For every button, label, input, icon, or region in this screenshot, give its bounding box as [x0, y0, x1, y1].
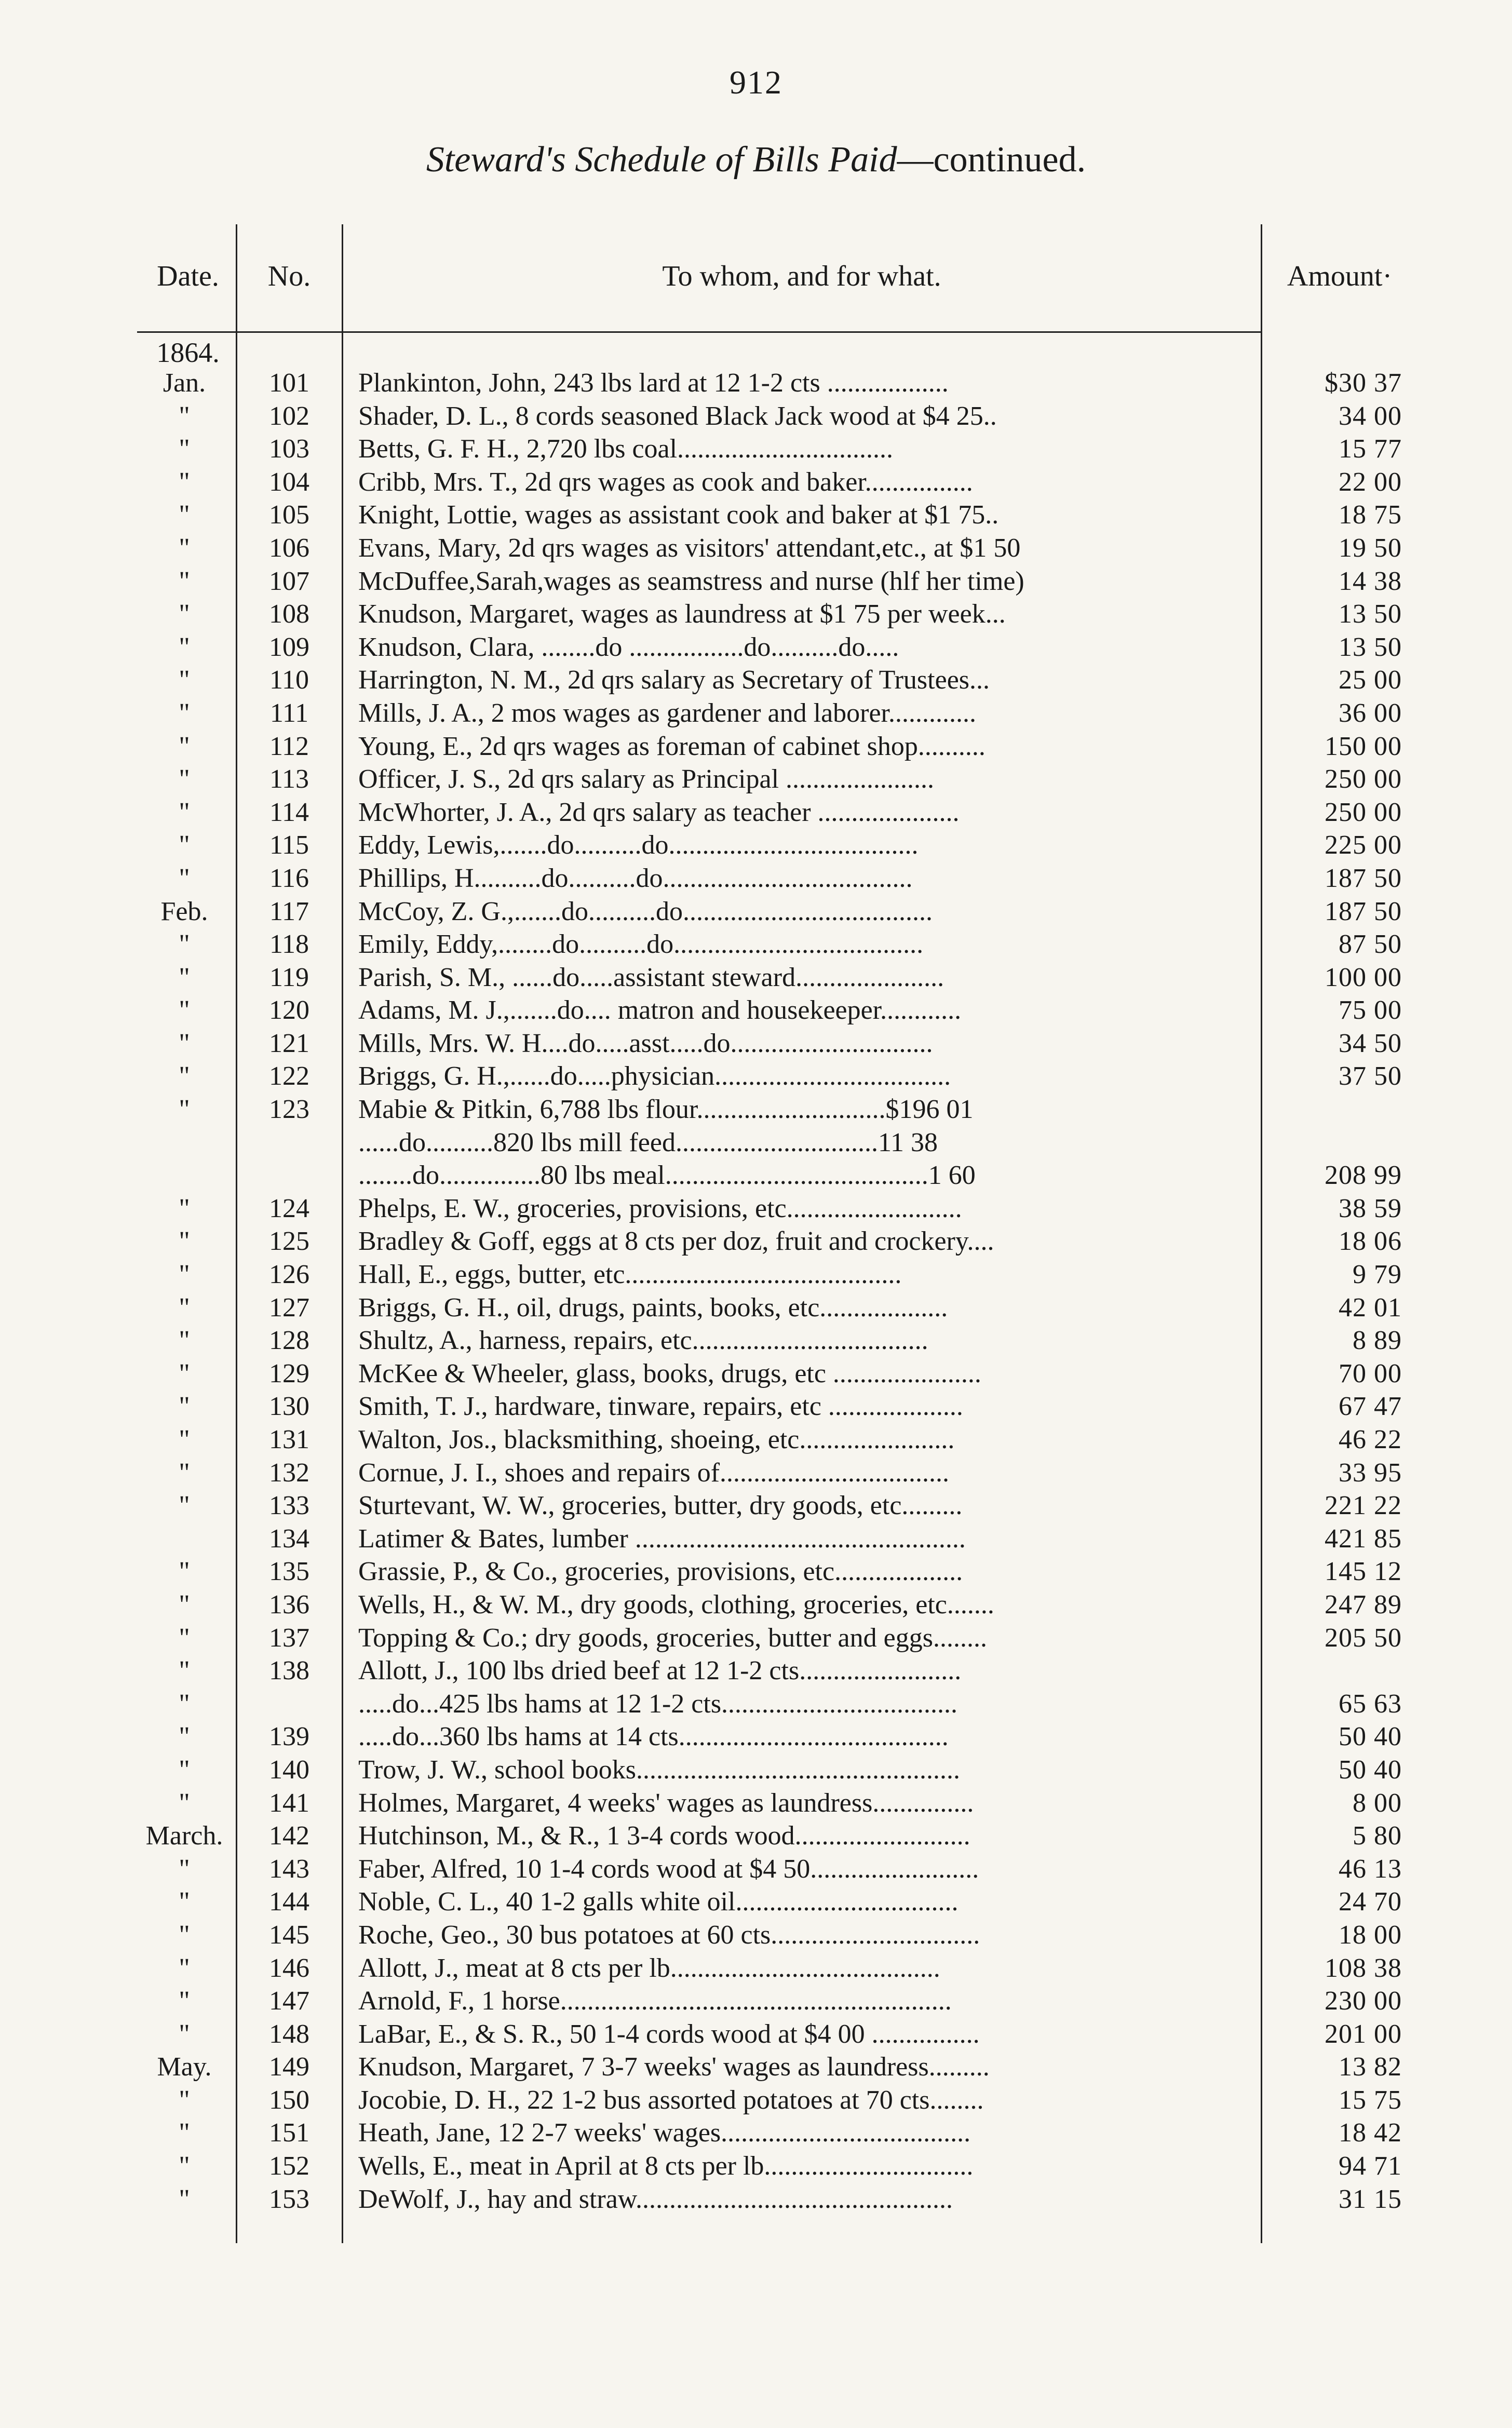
row-number: 135: [269, 1557, 309, 1587]
row-date: ": [179, 665, 190, 695]
row-number: 116: [269, 863, 309, 893]
row-description: Jocobie, D. H., 22 1-2 bus assorted potatoes at 70 cts........: [358, 2085, 984, 2115]
row-number: 101: [269, 368, 309, 398]
row-amount: 38 59: [1339, 1193, 1402, 1223]
row-date: ": [179, 1392, 190, 1422]
table-row: [0, 2150, 1512, 2183]
row-amount: 187 50: [1325, 896, 1402, 926]
row-description: Grassie, P., & Co., groceries, provisions, etc...................: [358, 1557, 963, 1587]
row-date: ": [179, 2019, 190, 2049]
header-whom: To whom, and for what.: [662, 260, 941, 292]
row-date: ": [179, 962, 190, 992]
row-number: 118: [269, 929, 309, 960]
row-description: ........do...............80 lbs meal.......................................1 60: [358, 1161, 976, 1191]
row-amount: 8 89: [1353, 1326, 1402, 1356]
row-description: Knudson, Margaret, wages as laundress at $1 75 per week...: [358, 599, 1006, 629]
row-amount: 70 00: [1339, 1358, 1402, 1388]
table-row: [0, 1423, 1512, 1456]
row-amount: 108 38: [1325, 1953, 1402, 1983]
row-amount: 50 40: [1339, 1722, 1402, 1752]
row-date: ": [179, 2085, 190, 2115]
row-amount: 33 95: [1339, 1458, 1402, 1488]
row-date: ": [179, 1458, 190, 1488]
table-row: [0, 1456, 1512, 1490]
row-amount: 19 50: [1339, 533, 1402, 563]
row-number: 142: [269, 1821, 309, 1851]
row-description: Knight, Lottie, wages as assistant cook and baker at $1 75..: [358, 500, 999, 530]
row-amount: 5 80: [1353, 1821, 1402, 1851]
row-description: Heath, Jane, 12 2-7 weeks' wages.....................................: [358, 2118, 971, 2148]
row-description: McCoy, Z. G.,.......do..........do.....................................: [358, 896, 933, 926]
table-row: [0, 763, 1512, 796]
title-italic: Steward's Schedule of Bills Paid: [426, 140, 897, 180]
row-number: 125: [269, 1226, 309, 1257]
row-description: Topping & Co.; dry goods, groceries, butter and eggs........: [358, 1623, 987, 1653]
row-date: ": [179, 1491, 190, 1521]
row-date: ": [179, 1095, 190, 1125]
row-description: Cribb, Mrs. T., 2d qrs wages as cook and baker................: [358, 467, 973, 497]
row-description: Emily, Eddy,........do..........do.....................................: [358, 929, 924, 960]
row-date: ": [179, 1656, 190, 1686]
table-row: [0, 1093, 1512, 1126]
table-row: [0, 2084, 1512, 2117]
row-date: ": [179, 533, 190, 563]
row-number: 152: [269, 2151, 309, 2181]
row-amount: 14 38: [1339, 566, 1402, 596]
row-date: ": [179, 1226, 190, 1257]
table-row: [0, 829, 1512, 862]
row-amount: 67 47: [1339, 1392, 1402, 1422]
row-number: 112: [269, 731, 309, 761]
row-amount: 225 00: [1325, 830, 1402, 860]
row-description: McWhorter, J. A., 2d qrs salary as teacher .....................: [358, 797, 960, 827]
table-row: [0, 1192, 1512, 1225]
table-row: [0, 796, 1512, 829]
page-title: [0, 139, 1512, 181]
row-number: 105: [269, 500, 309, 530]
row-date: ": [179, 1193, 190, 1223]
row-amount: 46 13: [1339, 1854, 1402, 1884]
row-description: LaBar, E., & S. R., 50 1-4 cords wood at $4 00 ................: [358, 2019, 980, 2049]
table-row: [0, 1390, 1512, 1423]
row-description: Parish, S. M., ......do.....assistant steward......................: [358, 962, 944, 992]
row-date: May.: [157, 2052, 212, 2082]
table-row: [0, 1225, 1512, 1258]
row-date: ": [179, 1722, 190, 1752]
row-number: 129: [269, 1358, 309, 1388]
table-row: [0, 1787, 1512, 1820]
table-row: [0, 498, 1512, 532]
table-row: [0, 928, 1512, 961]
table-row: [0, 2018, 1512, 2051]
table-row: [0, 862, 1512, 895]
row-number: 126: [269, 1260, 309, 1290]
table-row: [0, 961, 1512, 994]
row-amount: 18 06: [1339, 1226, 1402, 1257]
row-date: ": [179, 1061, 190, 1091]
row-description: Young, E., 2d qrs wages as foreman of cabinet shop..........: [358, 731, 986, 761]
row-number: 148: [269, 2019, 309, 2049]
row-date: ": [179, 1788, 190, 1818]
row-amount: 18 00: [1339, 1920, 1402, 1950]
row-amount: 201 00: [1325, 2019, 1402, 2049]
row-description: Betts, G. F. H., 2,720 lbs coal................................: [358, 434, 894, 464]
row-date: ": [179, 1623, 190, 1653]
row-date: ": [179, 929, 190, 960]
table-row: [0, 466, 1512, 499]
row-description: Evans, Mary, 2d qrs wages as visitors' attendant,etc., at $1 50: [358, 533, 1021, 563]
row-date: Jan.: [163, 368, 206, 398]
row-number: 117: [269, 896, 309, 926]
row-number: 103: [269, 434, 309, 464]
row-amount: 34 50: [1339, 1028, 1402, 1058]
row-description: Wells, E., meat in April at 8 cts per lb...............................: [358, 2151, 974, 2181]
row-description: Smith, T. J., hardware, tinware, repairs, etc ....................: [358, 1392, 963, 1422]
row-date: ": [179, 401, 190, 431]
row-description: McKee & Wheeler, glass, books, drugs, etc ......................: [358, 1358, 981, 1388]
row-description: Knudson, Clara, ........do .................do..........do.....: [358, 632, 899, 662]
row-description: Noble, C. L., 40 1-2 galls white oil.................................: [358, 1887, 959, 1917]
row-amount: 13 82: [1339, 2052, 1402, 2082]
row-description: .....do...425 lbs hams at 12 1-2 cts...................................: [358, 1689, 958, 1719]
row-amount: 9 79: [1353, 1260, 1402, 1290]
row-number: 104: [269, 467, 309, 497]
row-description: Knudson, Margaret, 7 3-7 weeks' wages as laundress.........: [358, 2052, 990, 2082]
row-number: 108: [269, 599, 309, 629]
row-description: Holmes, Margaret, 4 weeks' wages as laundress...............: [358, 1788, 974, 1818]
ledger-table: [0, 367, 1512, 2216]
table-row: [0, 1819, 1512, 1853]
table-row: [0, 433, 1512, 466]
row-number: 139: [269, 1722, 309, 1752]
table-row: [0, 1622, 1512, 1655]
row-date: ": [179, 1292, 190, 1323]
row-date: ": [179, 1755, 190, 1785]
row-amount: 205 50: [1325, 1623, 1402, 1653]
table-row: [0, 1522, 1512, 1556]
table-row: [0, 2051, 1512, 2084]
table-row: [0, 1159, 1512, 1192]
row-number: 150: [269, 2085, 309, 2115]
row-amount: 24 70: [1339, 1887, 1402, 1917]
row-amount: 46 22: [1339, 1425, 1402, 1454]
row-date: ": [179, 1589, 190, 1620]
row-date: ": [179, 1028, 190, 1058]
header-no: No.: [267, 260, 311, 292]
row-description: Phelps, E. W., groceries, provisions, etc..........................: [358, 1193, 962, 1223]
row-date: ": [179, 467, 190, 497]
title-rest: —continued.: [897, 140, 1086, 180]
table-row: [0, 1853, 1512, 1886]
row-date: ": [179, 2184, 190, 2214]
table-row: [0, 1654, 1512, 1688]
row-amount: 230 00: [1325, 1986, 1402, 2016]
row-date: ": [179, 632, 190, 662]
table-row: [0, 1027, 1512, 1060]
row-date: ": [179, 1920, 190, 1950]
row-description: Shultz, A., harness, repairs, etc...................................: [358, 1326, 928, 1356]
row-amount: 421 85: [1325, 1523, 1402, 1554]
table-row: [0, 1126, 1512, 1159]
row-description: ......do..........820 lbs mill feed..............................11 38: [358, 1127, 938, 1157]
row-date: March.: [145, 1821, 223, 1851]
page-number: 912: [730, 64, 782, 101]
row-number: 120: [269, 995, 309, 1026]
table-row: [0, 2116, 1512, 2150]
row-amount: 94 71: [1339, 2151, 1402, 2181]
row-description: Briggs, G. H.,......do.....physician...................................: [358, 1061, 951, 1091]
row-number: 121: [269, 1028, 309, 1058]
table-row: [0, 1588, 1512, 1622]
row-number: 109: [269, 632, 309, 662]
row-date: ": [179, 1953, 190, 1983]
row-amount: 18 75: [1339, 500, 1402, 530]
row-description: Trow, J. W., school books................................................: [358, 1755, 961, 1785]
row-date: ": [179, 2118, 190, 2148]
row-date: ": [179, 2151, 190, 2181]
row-amount: 8 00: [1353, 1788, 1402, 1818]
row-amount: 37 50: [1339, 1061, 1402, 1091]
row-amount: 65 63: [1339, 1689, 1402, 1719]
table-row: [0, 1357, 1512, 1391]
row-date: ": [179, 1557, 190, 1587]
row-amount: 31 15: [1339, 2184, 1402, 2214]
row-date: ": [179, 830, 190, 860]
row-number: 141: [269, 1788, 309, 1818]
row-description: Eddy, Lewis,.......do..........do.....................................: [358, 830, 919, 860]
table-row: [0, 1952, 1512, 1985]
row-description: McDuffee,Sarah,wages as seamstress and nurse (hlf her time): [358, 566, 1024, 596]
row-description: Plankinton, John, 243 lbs lard at 12 1-2 cts ..................: [358, 368, 949, 398]
row-date: Feb.: [160, 896, 208, 926]
header-date: Date.: [157, 260, 219, 292]
row-number: 145: [269, 1920, 309, 1950]
row-description: Adams, M. J.,.......do.... matron and housekeeper............: [358, 995, 962, 1026]
row-description: Phillips, H..........do..........do.....................................: [358, 863, 913, 893]
row-amount: 208 99: [1325, 1161, 1402, 1191]
row-number: 113: [269, 764, 309, 794]
table-row: [0, 1688, 1512, 1721]
table-row: [0, 664, 1512, 697]
row-date: ": [179, 995, 190, 1026]
row-number: 127: [269, 1292, 309, 1323]
row-description: Sturtevant, W. W., groceries, butter, dry goods, etc.........: [358, 1491, 963, 1521]
row-description: Shader, D. L., 8 cords seasoned Black Jack wood at $4 25..: [358, 401, 997, 431]
row-amount: 34 00: [1339, 401, 1402, 431]
row-amount: 13 50: [1339, 599, 1402, 629]
row-amount: 87 50: [1339, 929, 1402, 960]
header-amount: Amount·: [1287, 260, 1393, 292]
header-rule: [137, 331, 1261, 333]
row-number: 123: [269, 1095, 309, 1125]
table-row: [0, 400, 1512, 433]
row-description: Mills, Mrs. W. H....do.....asst.....do..............................: [358, 1028, 933, 1058]
row-amount: 250 00: [1325, 797, 1402, 827]
table-row: [0, 895, 1512, 928]
table-row: [0, 367, 1512, 400]
row-number: 110: [269, 665, 309, 695]
row-number: 134: [269, 1523, 309, 1554]
table-row: [0, 1291, 1512, 1325]
row-number: 107: [269, 566, 309, 596]
row-description: Mabie & Pitkin, 6,788 lbs flour............................$196 01: [358, 1095, 974, 1125]
row-description: Arnold, F., 1 horse..........................................................: [358, 1986, 952, 2016]
row-number: 137: [269, 1623, 309, 1653]
row-date: ": [179, 731, 190, 761]
row-description: Briggs, G. H., oil, drugs, paints, books, etc...................: [358, 1292, 948, 1323]
row-amount: 145 12: [1325, 1557, 1402, 1587]
table-row: [0, 532, 1512, 565]
table-row: [0, 994, 1512, 1027]
table-row: [0, 631, 1512, 664]
row-number: 140: [269, 1755, 309, 1785]
row-number: 146: [269, 1953, 309, 1983]
row-description: Hall, E., eggs, butter, etc.........................................: [358, 1260, 902, 1290]
row-description: Cornue, J. I., shoes and repairs of..................................: [358, 1458, 950, 1488]
row-amount: 36 00: [1339, 698, 1402, 728]
row-number: 111: [269, 698, 309, 728]
row-number: 136: [269, 1589, 309, 1620]
row-description: Roche, Geo., 30 bus potatoes at 60 cts...............................: [358, 1920, 980, 1950]
row-amount: 150 00: [1325, 731, 1402, 761]
row-number: 122: [269, 1061, 309, 1091]
row-description: Bradley & Goff, eggs at 8 cts per doz, fruit and crockery....: [358, 1226, 994, 1257]
row-number: 153: [269, 2184, 309, 2214]
row-amount: 13 50: [1339, 632, 1402, 662]
table-row: [0, 697, 1512, 730]
row-description: DeWolf, J., hay and straw...............................................: [358, 2184, 953, 2214]
row-amount: $30 37: [1325, 368, 1402, 398]
row-amount: 100 00: [1325, 962, 1402, 992]
row-amount: 250 00: [1325, 764, 1402, 794]
row-number: 132: [269, 1458, 309, 1488]
table-row: [0, 730, 1512, 763]
table-row: [0, 598, 1512, 631]
row-date: ": [179, 566, 190, 596]
table-row: [0, 1753, 1512, 1787]
row-date: ": [179, 1689, 190, 1719]
row-number: 131: [269, 1425, 309, 1454]
row-amount: 187 50: [1325, 863, 1402, 893]
row-amount: 15 77: [1339, 434, 1402, 464]
row-number: 106: [269, 533, 309, 563]
table-row: [0, 565, 1512, 598]
table-row: [0, 1555, 1512, 1588]
row-description: Walton, Jos., blacksmithing, shoeing, etc.......................: [358, 1425, 955, 1454]
table-row: [0, 1324, 1512, 1357]
row-date: ": [179, 1986, 190, 2016]
row-date: ": [179, 698, 190, 728]
row-amount: 247 89: [1325, 1589, 1402, 1620]
row-date: ": [179, 1854, 190, 1884]
row-number: 149: [269, 2052, 309, 2082]
row-date: ": [179, 1358, 190, 1388]
row-amount: 25 00: [1339, 665, 1402, 695]
row-number: 130: [269, 1392, 309, 1422]
row-description: Officer, J. S., 2d qrs salary as Principal ......................: [358, 764, 935, 794]
row-description: Harrington, N. M., 2d qrs salary as Secretary of Trustees...: [358, 665, 990, 695]
row-number: 133: [269, 1491, 309, 1521]
row-date: ": [179, 764, 190, 794]
table-row: [0, 1489, 1512, 1522]
row-amount: 75 00: [1339, 995, 1402, 1026]
row-description: Mills, J. A., 2 mos wages as gardener and laborer.............: [358, 698, 977, 728]
row-amount: 15 75: [1339, 2085, 1402, 2115]
row-description: Latimer & Bates, lumber .................................................: [358, 1523, 966, 1554]
row-date: ": [179, 599, 190, 629]
row-amount: 221 22: [1325, 1491, 1402, 1521]
row-description: Wells, H., & W. M., dry goods, clothing, groceries, etc.......: [358, 1589, 994, 1620]
row-number: 102: [269, 401, 309, 431]
row-amount: 42 01: [1339, 1292, 1402, 1323]
table-row: [0, 1720, 1512, 1753]
row-number: 138: [269, 1656, 309, 1686]
row-description: Allott, J., 100 lbs dried beef at 12 1-2 cts........................: [358, 1656, 962, 1686]
row-date: ": [179, 500, 190, 530]
row-description: Hutchinson, M., & R., 1 3-4 cords wood..........................: [358, 1821, 970, 1851]
row-number: 115: [269, 830, 309, 860]
table-row: [0, 2183, 1512, 2216]
row-number: 114: [269, 797, 309, 827]
row-date: ": [179, 797, 190, 827]
row-number: 128: [269, 1326, 309, 1356]
row-date: ": [179, 863, 190, 893]
row-description: Faber, Alfred, 10 1-4 cords wood at $4 50.........................: [358, 1854, 979, 1884]
row-date: ": [179, 1326, 190, 1356]
row-date: ": [179, 434, 190, 464]
table-row: [0, 1885, 1512, 1919]
row-amount: 18 42: [1339, 2118, 1402, 2148]
row-number: 151: [269, 2118, 309, 2148]
row-date: ": [179, 1260, 190, 1290]
table-row: [0, 1985, 1512, 2018]
table-row: [0, 1258, 1512, 1291]
table-row: [0, 1919, 1512, 1952]
row-date: ": [179, 1425, 190, 1454]
row-amount: 50 40: [1339, 1755, 1402, 1785]
row-number: 144: [269, 1887, 309, 1917]
row-number: 119: [269, 962, 309, 992]
table-row: [0, 1060, 1512, 1093]
row-number: 147: [269, 1986, 309, 2016]
row-description: Allott, J., meat at 8 cts per lb........................................: [358, 1953, 940, 1983]
row-date: ": [179, 1887, 190, 1917]
row-description: .....do...360 lbs hams at 14 cts........................................: [358, 1722, 949, 1752]
row-amount: 22 00: [1339, 467, 1402, 497]
row-number: 143: [269, 1854, 309, 1884]
year-label: 1864.: [156, 337, 220, 368]
row-number: 124: [269, 1193, 309, 1223]
